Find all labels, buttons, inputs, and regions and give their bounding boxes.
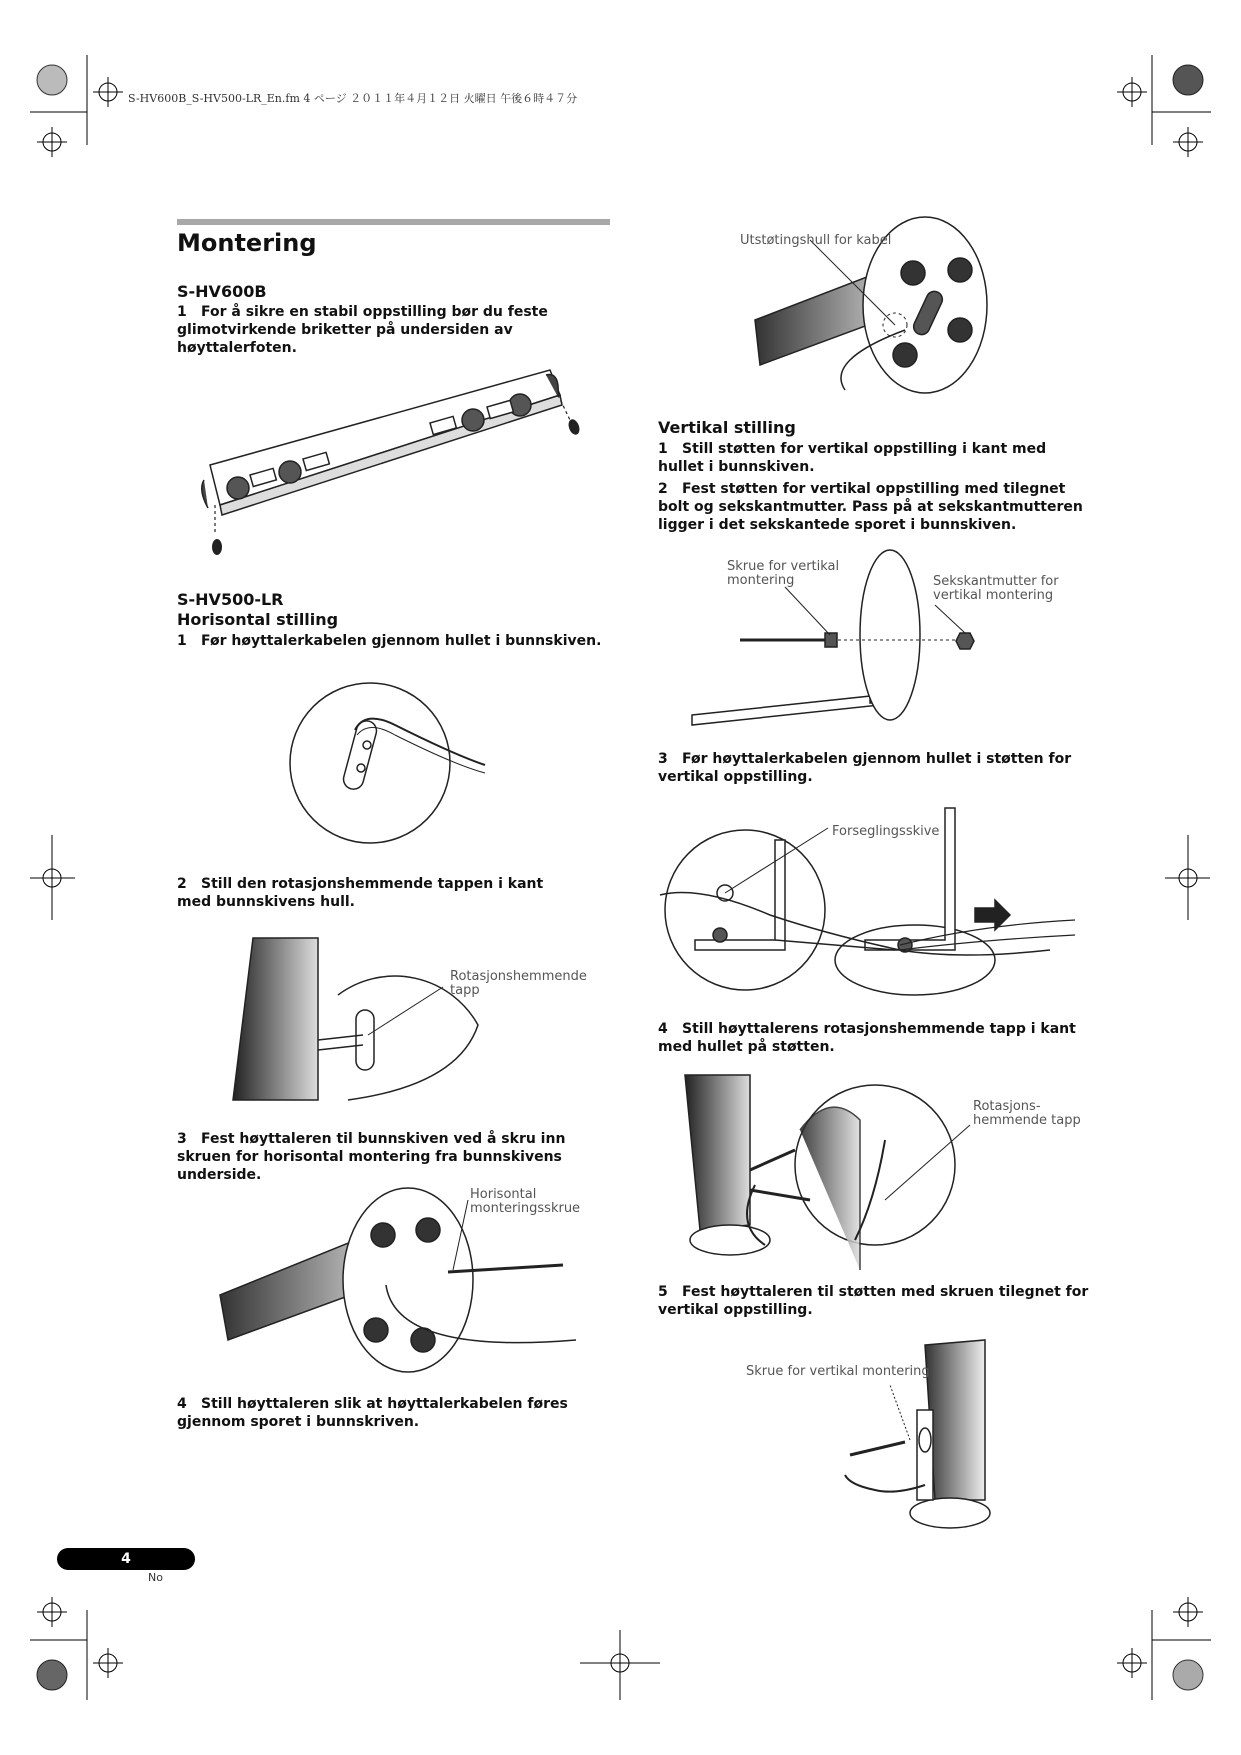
step-horisontal-1	[177, 632, 617, 650]
section-bar	[177, 219, 610, 225]
step-vertikal-1	[658, 440, 1088, 476]
step-number: 3	[658, 751, 668, 767]
label-skrue-for-vertikal-montering	[727, 560, 839, 588]
label-line: montering	[727, 573, 795, 588]
step-vertikal-5	[658, 1283, 1098, 1319]
label-line: Rotasjonshemmende	[450, 969, 587, 984]
step-number: 1	[658, 441, 668, 457]
model-heading-s-hv600b: S-HV600B	[177, 282, 267, 301]
step-text: Still støtten for vertikal oppstilling i kant med hullet i bunnskiven.	[658, 441, 1047, 475]
label-forseglingsskive: Forseglingsskive	[832, 824, 940, 839]
step-text: Fest høyttaleren til støtten med skruen tilegnet for vertikal oppstilling.	[658, 1284, 1089, 1318]
step-text: Still den rotasjonshemmende tappen i kant med bunnskivens hull.	[177, 876, 544, 910]
step-number: 1	[177, 304, 187, 320]
step-text: For å sikre en stabil oppstilling bør du feste glimotvirkende briketter på undersiden av høyttalerfoten.	[177, 304, 548, 356]
rotation-tab-figure	[218, 935, 598, 1105]
label-line: monteringsskrue	[470, 1201, 581, 1216]
step-s-hv600b-1	[177, 303, 617, 357]
soundbar-feet-figure	[190, 355, 610, 565]
horizontal-screw-figure	[218, 1187, 598, 1375]
heading-vertikal-stilling: Vertikal stilling	[658, 418, 796, 437]
label-rotasjonshemmende-tapp-vertikal	[973, 1100, 1081, 1128]
page-number-badge: 4	[57, 1548, 195, 1570]
step-number: 4	[177, 1396, 187, 1412]
model-heading-s-hv500-lr: S-HV500-LR	[177, 590, 284, 609]
label-line: hemmende tapp	[973, 1113, 1081, 1128]
step-vertikal-2	[658, 480, 1098, 534]
step-number: 5	[658, 1284, 668, 1300]
label-utstotingshull-for-kabel: Utstøtingshull for kabel	[740, 233, 892, 248]
label-line: Horisontal	[470, 1187, 537, 1202]
step-text: Fest høyttaleren til bunnskiven ved å skru inn skruen for horisontal montering fra bunnskivens underside.	[177, 1131, 566, 1183]
step-horisontal-4	[177, 1395, 617, 1431]
file-info-header: S-HV600B_S-HV500-LR_En.fm 4 ページ ２０１１年４月１２日 火曜日 午後６時４７分	[128, 92, 578, 105]
step-number: 2	[177, 876, 187, 892]
label-skrue-for-vertikal-montering-2: Skrue for vertikal montering	[746, 1364, 930, 1379]
label-line: Rotasjons-	[973, 1099, 1041, 1114]
step-number: 1	[177, 633, 187, 649]
language-code: No	[148, 1571, 163, 1584]
step-text: Still høyttaleren slik at høyttalerkabelen føres gjennom sporet i bunnskriven.	[177, 1396, 568, 1430]
section-title: Montering	[177, 229, 317, 257]
label-horisontal-monteringsskrue	[470, 1188, 580, 1216]
label-rotasjonshemmende-tapp	[450, 970, 587, 998]
step-horisontal-3	[177, 1130, 617, 1184]
label-line: Skrue for vertikal	[727, 559, 840, 574]
heading-horisontal-stilling: Horisontal stilling	[177, 610, 339, 629]
label-line: Sekskantmutter for	[933, 574, 1059, 589]
label-line: vertikal montering	[933, 588, 1054, 603]
step-number: 2	[658, 481, 668, 497]
step-text: Still høyttalerens rotasjonshemmende tapp i kant med hullet på støtten.	[658, 1021, 1076, 1055]
step-number: 3	[177, 1131, 187, 1147]
label-sekskantmutter	[933, 575, 1059, 603]
step-number: 4	[658, 1021, 668, 1037]
step-text: Før høyttalerkabelen gjennom hullet i bunnskiven.	[201, 633, 602, 649]
step-vertikal-4	[658, 1020, 1098, 1056]
step-text: Fest støtten for vertikal oppstilling med tilegnet bolt og sekskantmutter. Pass på at sekskantmutteren ligger i det sekskantede sporet i bunnskiven.	[658, 481, 1083, 533]
label-line: tapp	[450, 983, 480, 998]
step-vertikal-3	[658, 750, 1098, 786]
step-text: Før høyttalerkabelen gjennom hullet i støtten for vertikal oppstilling.	[658, 751, 1072, 785]
step-horisontal-2	[177, 875, 577, 911]
base-cable-figure	[285, 675, 485, 855]
